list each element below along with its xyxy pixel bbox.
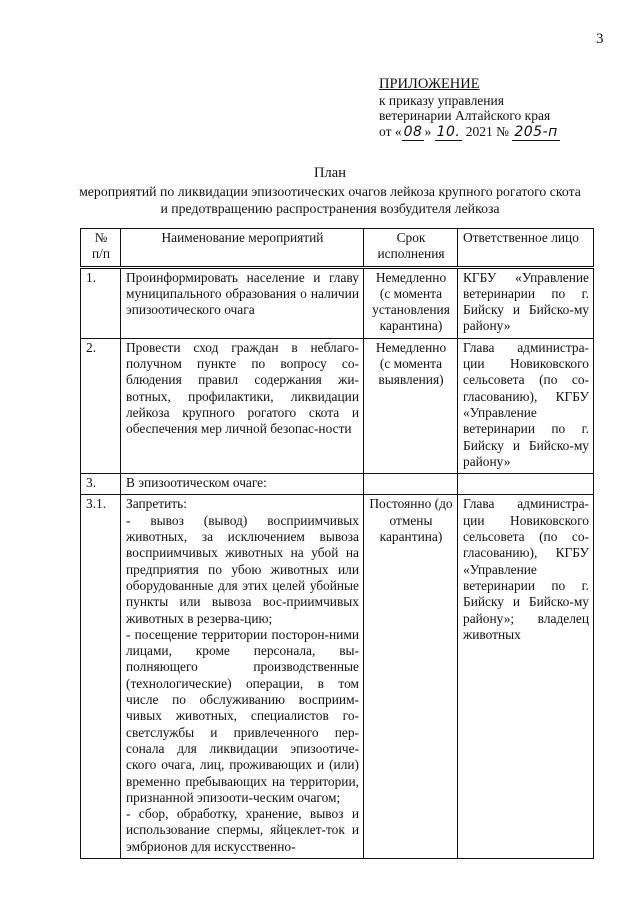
measure-line: - сбор, обработку, хранение, вывоз и использование спермы, яйцеклет-ток и эмбрионов для искусственно- [126, 806, 359, 854]
row-number: 3. [81, 474, 121, 495]
table-row [81, 495, 594, 859]
table-row [81, 267, 594, 338]
page-number: 3 [596, 31, 604, 47]
measure-line: Запретить: [126, 496, 187, 512]
row-measure: В эпизоотическом очаге: [121, 474, 364, 495]
plan-title-line-2: мероприятий по ликвидации эпизоотических очагов лейкоза крупного рогатого скота [79, 183, 581, 199]
measure-line: - посещение территории посторон-ними лицами, кроме персонала, вы-полняющего производственные (технологические) операции, в том числе по обслуживанию восприим-чивых животных, специалистов го-светслужбы и привлеченного пер-сонала для ликвидации эпизоотиче-ского очага, лиц, проживающих и (или) временно пребывающих на территории, признанной эпизооти-ческим очагом; [126, 626, 359, 805]
row-measure [121, 495, 364, 859]
row-responsible [458, 474, 594, 495]
row-responsible: КГБУ «Управление ветеринарии по г. Бийску и Бийско-му району» [458, 267, 594, 338]
row-term [364, 474, 458, 495]
table-row [81, 338, 594, 473]
appendix-block [379, 77, 560, 140]
plan-title-line-3: и предотвращению распространения возбудителя лейкоза [160, 201, 500, 216]
date-year: 2021 № [462, 123, 509, 139]
header-number: № п/п [81, 229, 121, 268]
appendix-date-line [379, 124, 560, 141]
row-responsible: Глава администра-ции Новиковского сельсовета (по со-гласованию), КГБУ «Управление ветеринарии по г. Бийску и Бийско-му району»; владелец животных [458, 495, 594, 859]
row-measure: Провести сход граждан в неблаго-получном пункте по вопросу со-блюдения правил содержания жи-вотных, профилактики, ликвидации лейкоза крупного рогатого скота и обеспечения мер личной безопас-ности [121, 338, 364, 473]
measures-table [80, 228, 594, 859]
date-prefix: от « [379, 123, 402, 139]
row-term: Постоянно (до отмены карантина) [364, 495, 458, 859]
handwritten-order-number: 205-п [514, 123, 558, 140]
appendix-line-department: ветеринарии Алтайского края [379, 108, 551, 123]
row-term: Немедленно (с момента выявления) [364, 338, 458, 473]
header-term: Срок исполнения [364, 229, 458, 268]
row-term: Немедленно (с момента установления карантина) [364, 267, 458, 338]
handwritten-day: 08 [403, 123, 423, 140]
header-measure-name: Наименование мероприятий [121, 229, 364, 268]
row-measure: Проинформировать население и главу муниципального образования о наличии эпизоотического очага [121, 267, 364, 338]
measure-line: - вывоз (вывод) восприимчивых животных, за исключением вывоза восприимчивых животных на убой на предприятия по убою животных или оборудованные для этих целей убойные пункты или вывоза вос-приимчивых животных в резерва-цию; [126, 512, 359, 626]
plan-title-main: План [314, 165, 346, 181]
header-responsible: Ответственное лицо [458, 229, 594, 268]
row-responsible: Глава администра-ции Новиковского сельсовета (по со-гласованию), КГБУ «Управление ветеринарии по г. Бийску и Бийско-му району» [458, 338, 594, 473]
plan-title [60, 165, 600, 218]
date-mid: » [424, 123, 435, 139]
table-header-row [81, 229, 594, 268]
handwritten-month: 10. [436, 123, 461, 140]
row-number: 2. [81, 338, 121, 473]
appendix-heading: ПРИЛОЖЕНИЕ [379, 76, 480, 92]
table-row [81, 474, 594, 495]
appendix-line-order: к приказу управления [379, 92, 504, 108]
row-number: 3.1. [81, 495, 121, 859]
row-number: 1. [81, 267, 121, 338]
